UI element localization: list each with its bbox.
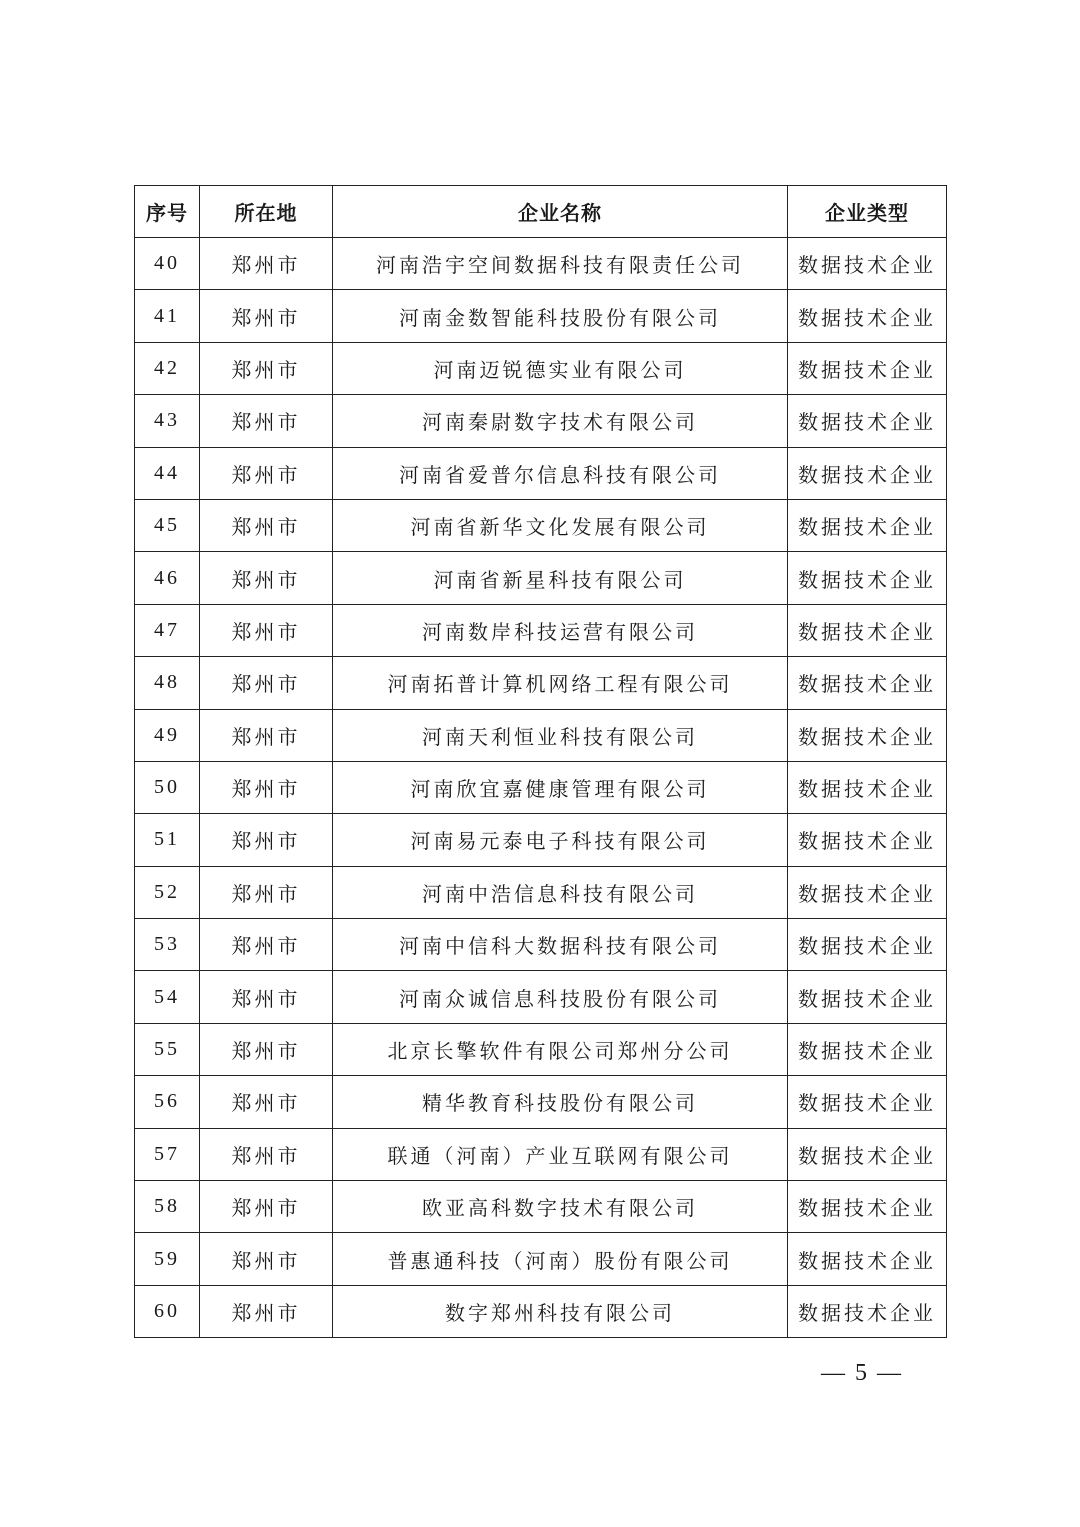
cell-location: 郑州市 (200, 919, 333, 971)
table-header-row (135, 186, 947, 238)
table-row (135, 814, 947, 866)
cell-location: 郑州市 (200, 342, 333, 394)
cell-seq: 43 (135, 395, 200, 447)
cell-seq: 59 (135, 1233, 200, 1285)
cell-location: 郑州市 (200, 1181, 333, 1233)
table-body (135, 238, 947, 1338)
cell-company-type: 数据技术企业 (788, 447, 947, 499)
cell-company-type: 数据技术企业 (788, 238, 947, 290)
cell-company-type: 数据技术企业 (788, 290, 947, 342)
cell-location: 郑州市 (200, 290, 333, 342)
cell-seq: 46 (135, 552, 200, 604)
cell-company-type: 数据技术企业 (788, 971, 947, 1023)
cell-company-type: 数据技术企业 (788, 814, 947, 866)
cell-company-name: 河南众诚信息科技股份有限公司 (333, 971, 788, 1023)
cell-location: 郑州市 (200, 971, 333, 1023)
cell-seq: 45 (135, 499, 200, 551)
cell-location: 郑州市 (200, 709, 333, 761)
table-row (135, 1076, 947, 1128)
cell-location: 郑州市 (200, 866, 333, 918)
cell-company-name: 河南省新华文化发展有限公司 (333, 499, 788, 551)
cell-company-name: 河南秦尉数字技术有限公司 (333, 395, 788, 447)
cell-company-type: 数据技术企业 (788, 342, 947, 394)
header-name: 企业名称 (333, 186, 788, 238)
cell-location: 郑州市 (200, 1285, 333, 1337)
table-row (135, 1181, 947, 1233)
cell-company-type: 数据技术企业 (788, 1285, 947, 1337)
table-row (135, 919, 947, 971)
cell-location: 郑州市 (200, 499, 333, 551)
table-row (135, 1128, 947, 1180)
cell-company-type: 数据技术企业 (788, 1233, 947, 1285)
cell-location: 郑州市 (200, 1128, 333, 1180)
cell-company-type: 数据技术企业 (788, 1181, 947, 1233)
table-row (135, 499, 947, 551)
cell-seq: 53 (135, 919, 200, 971)
cell-seq: 50 (135, 761, 200, 813)
header-location: 所在地 (200, 186, 333, 238)
cell-location: 郑州市 (200, 395, 333, 447)
cell-seq: 60 (135, 1285, 200, 1337)
cell-company-type: 数据技术企业 (788, 1128, 947, 1180)
table-row (135, 447, 947, 499)
cell-seq: 44 (135, 447, 200, 499)
table-row (135, 1023, 947, 1075)
page-number: — 5 — (821, 1360, 903, 1386)
cell-seq: 42 (135, 342, 200, 394)
enterprise-table (134, 185, 947, 1338)
cell-company-type: 数据技术企业 (788, 604, 947, 656)
table-row (135, 971, 947, 1023)
cell-seq: 48 (135, 657, 200, 709)
cell-seq: 58 (135, 1181, 200, 1233)
cell-company-name: 河南迈锐德实业有限公司 (333, 342, 788, 394)
cell-company-type: 数据技术企业 (788, 499, 947, 551)
cell-company-name: 河南浩宇空间数据科技有限责任公司 (333, 238, 788, 290)
table-row (135, 1233, 947, 1285)
cell-company-name: 河南中信科大数据科技有限公司 (333, 919, 788, 971)
cell-company-name: 河南欣宜嘉健康管理有限公司 (333, 761, 788, 813)
cell-location: 郑州市 (200, 1076, 333, 1128)
cell-company-type: 数据技术企业 (788, 919, 947, 971)
cell-location: 郑州市 (200, 1233, 333, 1285)
cell-company-name: 河南省新星科技有限公司 (333, 552, 788, 604)
table-row (135, 552, 947, 604)
cell-seq: 41 (135, 290, 200, 342)
table-row (135, 395, 947, 447)
cell-company-name: 河南数岸科技运营有限公司 (333, 604, 788, 656)
header-seq: 序号 (135, 186, 200, 238)
cell-company-name: 欧亚高科数字技术有限公司 (333, 1181, 788, 1233)
cell-company-type: 数据技术企业 (788, 395, 947, 447)
cell-company-name: 河南省爱普尔信息科技有限公司 (333, 447, 788, 499)
cell-company-name: 河南拓普计算机网络工程有限公司 (333, 657, 788, 709)
table-row (135, 290, 947, 342)
cell-company-name: 北京长擎软件有限公司郑州分公司 (333, 1023, 788, 1075)
cell-company-name: 联通（河南）产业互联网有限公司 (333, 1128, 788, 1180)
cell-location: 郑州市 (200, 814, 333, 866)
cell-company-type: 数据技术企业 (788, 761, 947, 813)
cell-company-name: 河南天利恒业科技有限公司 (333, 709, 788, 761)
cell-seq: 57 (135, 1128, 200, 1180)
cell-company-type: 数据技术企业 (788, 709, 947, 761)
cell-location: 郑州市 (200, 1023, 333, 1075)
table-row (135, 604, 947, 656)
cell-company-name: 数字郑州科技有限公司 (333, 1285, 788, 1337)
cell-company-type: 数据技术企业 (788, 866, 947, 918)
cell-company-name: 河南金数智能科技股份有限公司 (333, 290, 788, 342)
table-row (135, 342, 947, 394)
cell-location: 郑州市 (200, 761, 333, 813)
cell-company-name: 普惠通科技（河南）股份有限公司 (333, 1233, 788, 1285)
cell-seq: 49 (135, 709, 200, 761)
cell-seq: 52 (135, 866, 200, 918)
cell-company-name: 河南易元泰电子科技有限公司 (333, 814, 788, 866)
cell-location: 郑州市 (200, 552, 333, 604)
table-row (135, 761, 947, 813)
table-row (135, 866, 947, 918)
cell-location: 郑州市 (200, 238, 333, 290)
header-type: 企业类型 (788, 186, 947, 238)
table-row (135, 657, 947, 709)
table-row (135, 1285, 947, 1337)
cell-seq: 40 (135, 238, 200, 290)
cell-seq: 55 (135, 1023, 200, 1075)
cell-seq: 54 (135, 971, 200, 1023)
cell-seq: 56 (135, 1076, 200, 1128)
cell-company-name: 精华教育科技股份有限公司 (333, 1076, 788, 1128)
cell-seq: 51 (135, 814, 200, 866)
table-row (135, 709, 947, 761)
cell-seq: 47 (135, 604, 200, 656)
table-row (135, 238, 947, 290)
cell-company-type: 数据技术企业 (788, 657, 947, 709)
cell-location: 郑州市 (200, 604, 333, 656)
cell-company-type: 数据技术企业 (788, 1076, 947, 1128)
cell-company-type: 数据技术企业 (788, 552, 947, 604)
cell-company-name: 河南中浩信息科技有限公司 (333, 866, 788, 918)
cell-company-type: 数据技术企业 (788, 1023, 947, 1075)
cell-location: 郑州市 (200, 447, 333, 499)
cell-location: 郑州市 (200, 657, 333, 709)
